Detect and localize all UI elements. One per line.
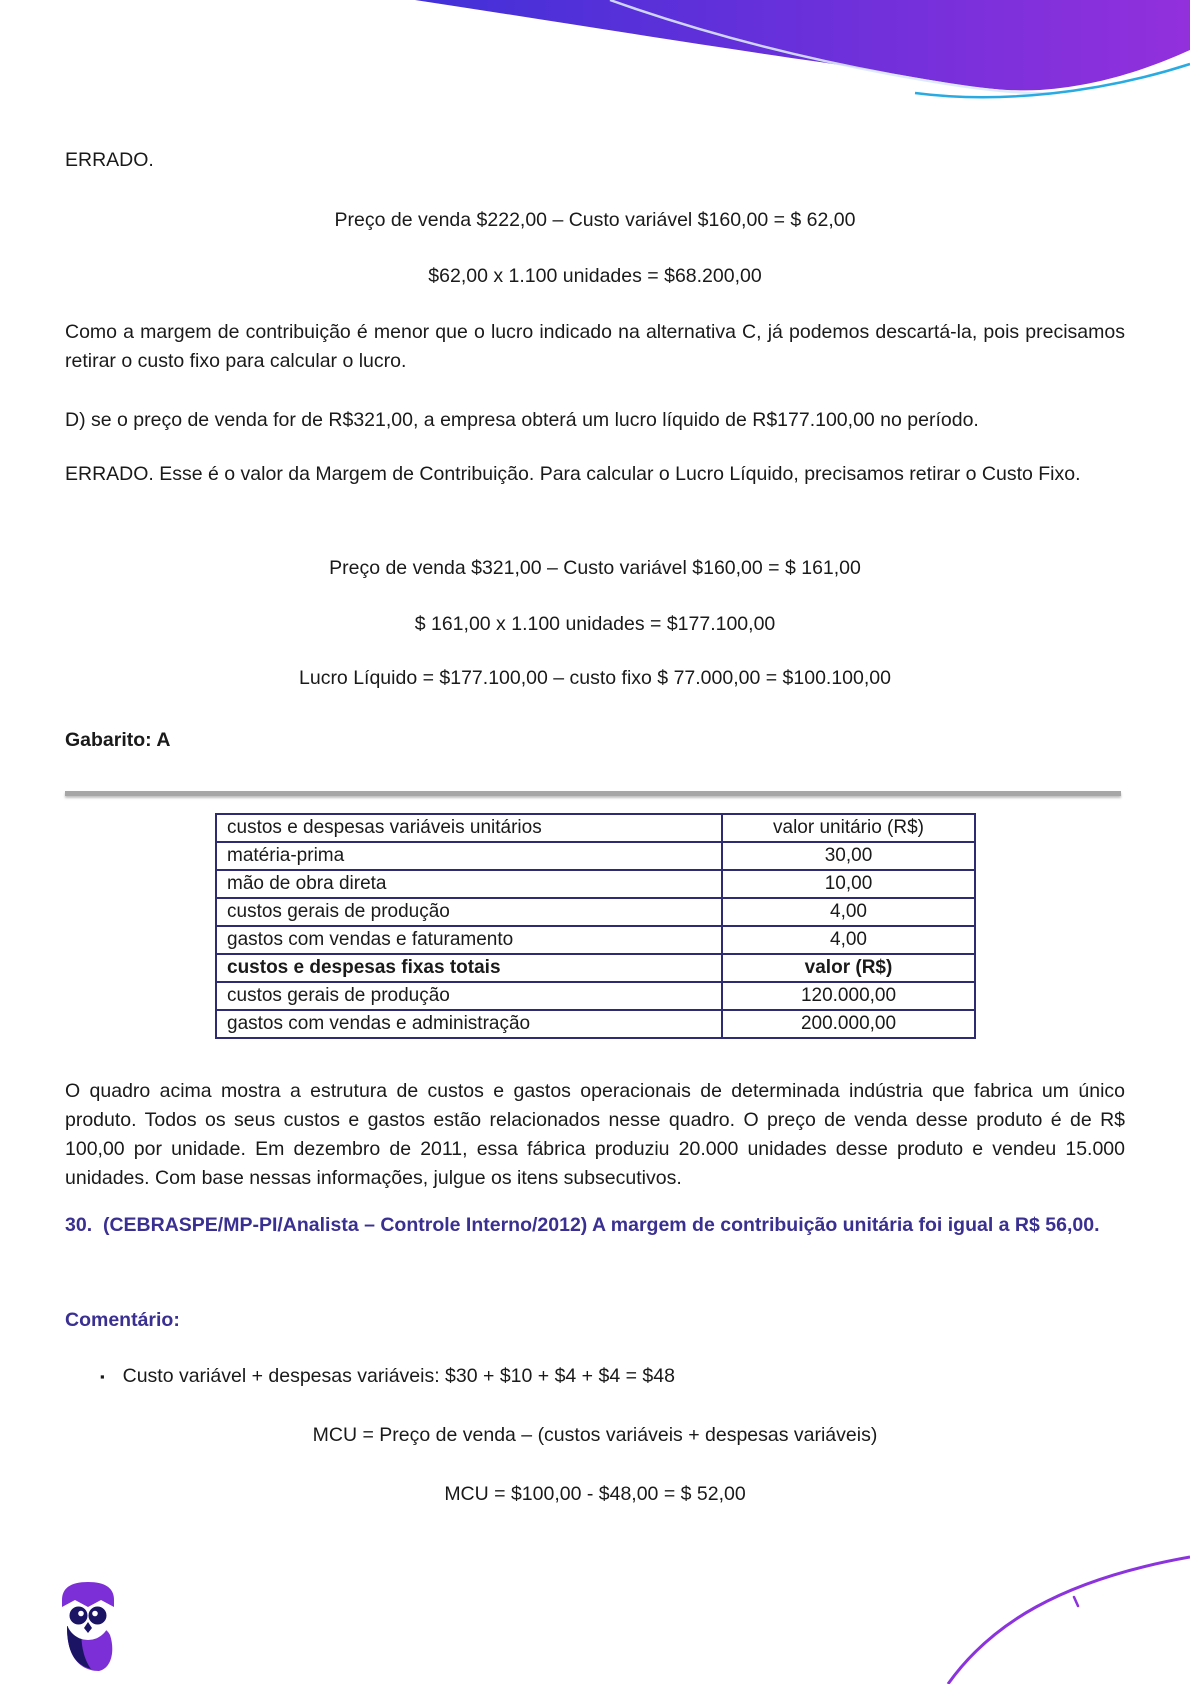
table-cell-label: custos gerais de produção bbox=[216, 982, 722, 1010]
table-cell-value: 120.000,00 bbox=[722, 982, 975, 1010]
comment-bullet-item bbox=[65, 1362, 1125, 1391]
costs-table bbox=[215, 813, 976, 1039]
table-row bbox=[216, 926, 975, 954]
table-row bbox=[216, 870, 975, 898]
bullet-text: Custo variável + despesas variáveis: $30 + $10 + $4 + $4 = $48 bbox=[122, 1365, 675, 1387]
section-divider bbox=[65, 791, 1121, 796]
table-cell-label: mão de obra direta bbox=[216, 870, 722, 898]
table-cell-value: 10,00 bbox=[722, 870, 975, 898]
bottom-arc-graphic bbox=[900, 1540, 1190, 1684]
table-row bbox=[216, 898, 975, 926]
square-bullet-icon: ▪ bbox=[100, 1369, 105, 1384]
table-cell-value: 30,00 bbox=[722, 842, 975, 870]
bottom-arc-line bbox=[948, 1557, 1190, 1684]
table-cell-value: 200.000,00 bbox=[722, 1010, 975, 1038]
mcu-formula-2: MCU = $100,00 - $48,00 = $ 52,00 bbox=[444, 1483, 746, 1505]
gabarito-label: Gabarito: A bbox=[65, 729, 171, 751]
owl-logo bbox=[55, 1578, 121, 1672]
alternative-d-text: D) se o preço de venda for de R$321,00, a empresa obterá um lucro líquido de R$177.100,00 no período. bbox=[65, 409, 979, 431]
owl-head bbox=[62, 1582, 114, 1607]
table-row bbox=[216, 982, 975, 1010]
question-number: 30. bbox=[65, 1214, 93, 1236]
table-cell-label: matéria-prima bbox=[216, 842, 722, 870]
owl-right-pupil bbox=[92, 1611, 98, 1617]
table-row bbox=[216, 1010, 975, 1038]
comment-heading: Comentário: bbox=[65, 1309, 180, 1331]
formula-line-2: $62,00 x 1.100 unidades = $68.200,00 bbox=[428, 265, 762, 287]
formula-line-4: $ 161,00 x 1.100 unidades = $177.100,00 bbox=[414, 613, 776, 635]
table-cell-label: custos e despesas fixas totais bbox=[216, 954, 722, 982]
table-cell-value: 4,00 bbox=[722, 898, 975, 926]
table-cell-label: gastos com vendas e administração bbox=[216, 1010, 722, 1038]
formula-line-1: Preço de venda $222,00 – Custo variável $160,00 = $ 62,00 bbox=[334, 209, 856, 231]
table-cell-label: custos gerais de produção bbox=[216, 898, 722, 926]
owl-left-pupil bbox=[78, 1611, 84, 1617]
table-cell-value: valor (R$) bbox=[722, 954, 975, 982]
question-30 bbox=[65, 1206, 1125, 1244]
question-text: (CEBRASPE/MP-PI/Analista – Controle Interno/2012) A margem de contribuição unitária foi igual a R$ 56,00. bbox=[102, 1214, 1100, 1236]
owl-left-eye bbox=[70, 1607, 88, 1625]
verdict-label-1: ERRADO. bbox=[65, 149, 154, 171]
table-row bbox=[216, 814, 975, 842]
sparkle-mark bbox=[1074, 1597, 1078, 1606]
header-wave-graphic bbox=[0, 0, 1190, 120]
table-row bbox=[216, 842, 975, 870]
table-cell-label: custos e despesas variáveis unitários bbox=[216, 814, 722, 842]
table-cell-value: valor unitário (R$) bbox=[722, 814, 975, 842]
intro-paragraph: O quadro acima mostra a estrutura de custos e gastos operacionais de determinada indústria que fabrica um único produto. Todos os seus custos e gastos estão relacionados nesse quadro. O preço de venda desse produto é de R$ 100,00 por unidade. Em dezembro de 2011, essa fábrica produziu 20.000 unidades desse produto e vendeu 15.000 unidades. Com base nessas informações, julgue os itens subsecutivos. bbox=[65, 1080, 1125, 1189]
owl-right-eye bbox=[89, 1607, 107, 1625]
mcu-formula-1: MCU = Preço de venda – (custos variáveis + despesas variáveis) bbox=[312, 1424, 878, 1446]
explanation-paragraph-1: Como a margem de contribuição é menor que o lucro indicado na alternativa C, já podemos descartá-la, pois precisamos retirar o custo fixo para calcular o lucro. bbox=[65, 321, 1125, 372]
formula-line-3: Preço de venda $321,00 – Custo variável $160,00 = $ 161,00 bbox=[329, 557, 861, 579]
formula-line-5: Lucro Líquido = $177.100,00 – custo fixo $ 77.000,00 = $100.100,00 bbox=[299, 667, 891, 689]
header-wave-shape bbox=[415, 0, 1190, 90]
table-row-fixed-costs-header bbox=[216, 954, 975, 982]
table-cell-label: gastos com vendas e faturamento bbox=[216, 926, 722, 954]
verdict-paragraph-2: ERRADO. Esse é o valor da Margem de Contribuição. Para calcular o Lucro Líquido, precisamos retirar o Custo Fixo. bbox=[65, 463, 1081, 485]
table-cell-value: 4,00 bbox=[722, 926, 975, 954]
